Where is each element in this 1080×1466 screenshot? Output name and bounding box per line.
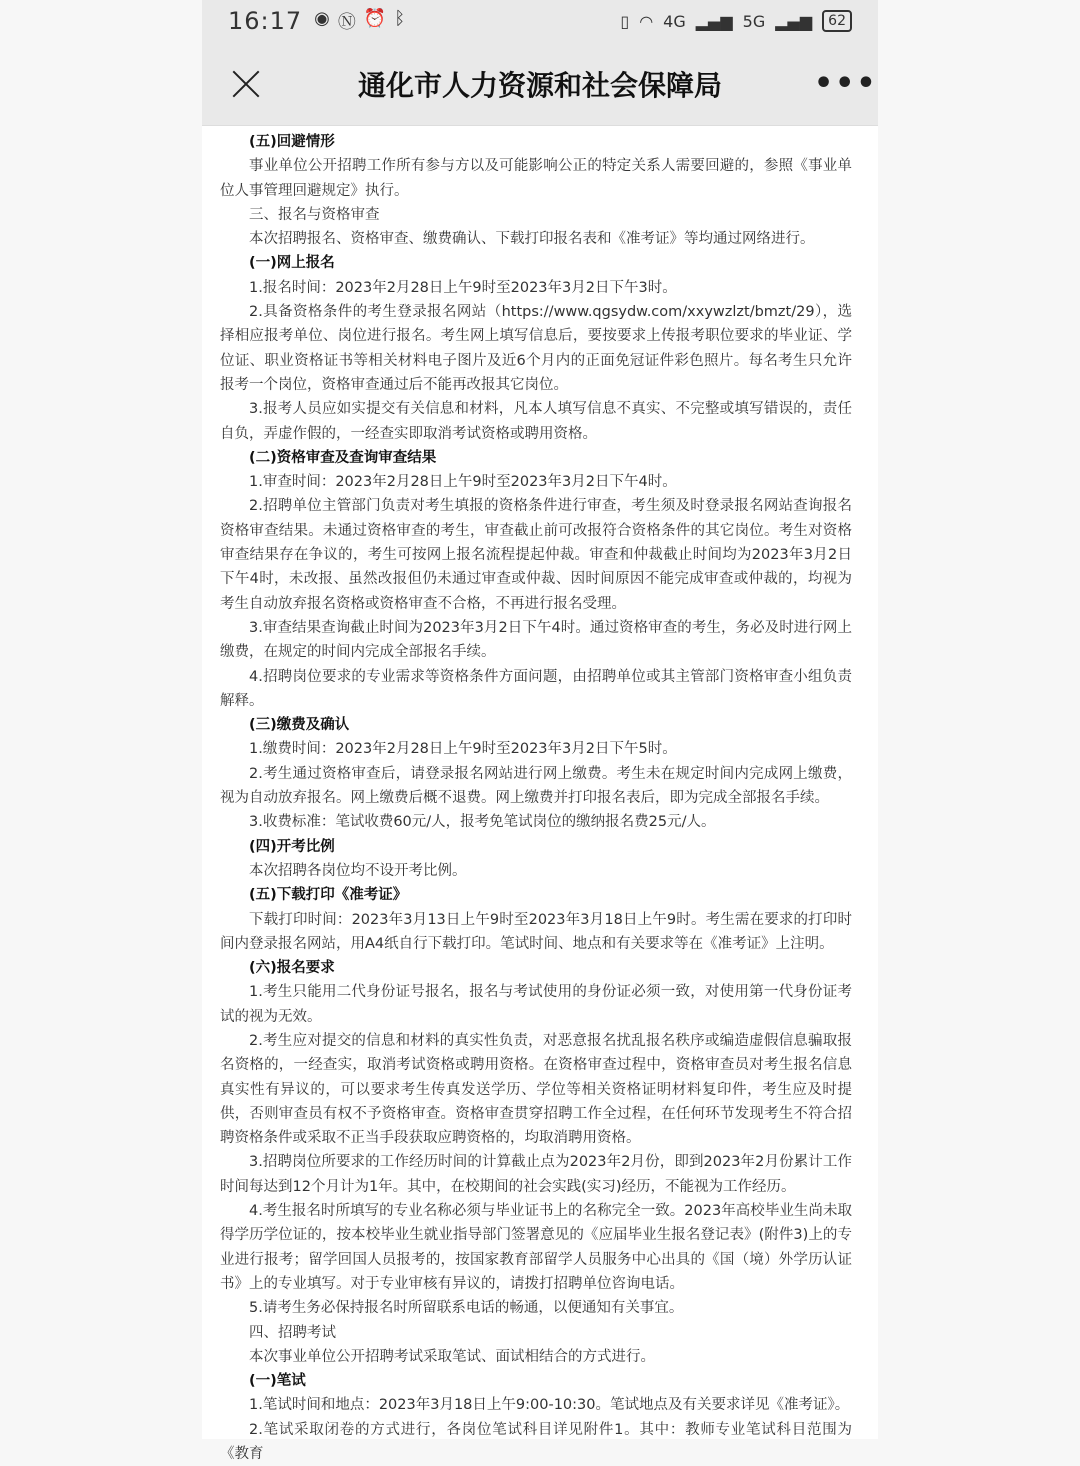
signal-2-label: 5G [742, 11, 766, 31]
paragraph: 1.报名时间：2023年2月28日上午9时至2023年3月2日下午3时。 [249, 279, 677, 296]
paragraph: 1.笔试时间和地点：2023年3月18日上午9:00-10:30。笔试地点及有关要求详见《准考证》。 [249, 1397, 850, 1414]
nfc-icon: Ⓝ [337, 12, 356, 33]
section-heading: (六)报名要求 [249, 960, 335, 977]
paragraph: 4.考生报名时所填写的专业名称必须与毕业证书上的名称完全一致。2023年高校毕业生尚未取得学历学位证的，按本校毕业生就业指导部门签署意见的《应届毕业生报名登记表》(附件3)上的专业进行报考；留学回国人员报考的，按国家教育部留学人员服务中心出具的《国（境）外学历认证书》上的专业填写。对于专业审核有异议的，请拨打招聘单位咨询电话。 [220, 1203, 852, 1292]
paragraph: 本次招聘报名、资格审查、缴费确认、下载打印报名表和《准考证》等均通过网络进行。 [249, 231, 815, 248]
paragraph: 1.审查时间：2023年2月28日上午9时至2023年3月2日下午4时。 [249, 474, 677, 491]
signal-2-icon: ▂▄▆ [775, 11, 813, 31]
paragraph: 下载打印时间：2023年3月13日上午9时至2023年3月18日上午9时。考生需在要求的打印时间内登录报名网站，用A4纸自行下载打印。笔试时间、地点和有关要求等在《准考证》上注明。 [220, 911, 852, 952]
paragraph: 1.缴费时间：2023年2月28日上午9时至2023年3月2日下午5时。 [249, 741, 677, 758]
status-icons-right [620, 10, 852, 32]
article-body [202, 126, 878, 1466]
paragraph: 3.审查结果查询截止时间为2023年3月2日下午4时。通过资格审查的考生，务必及时进行网上缴费，在规定的时间内完成全部报名手续。 [220, 619, 852, 661]
section-heading: (三)缴费及确认 [249, 717, 350, 734]
status-bar [202, 0, 878, 42]
vibrate-icon: ▯ [620, 11, 630, 31]
paragraph: 4.招聘岗位要求的专业需求等资格条件方面问题，由招聘单位或其主管部门资格审查小组负责解释。 [220, 668, 852, 709]
paragraph: 三、报名与资格审查 [249, 206, 380, 223]
paragraph: 3.报考人员应如实提交有关信息和材料，凡本人填写信息不真实、不完整或填写错误的，责任自负，弄虚作假的，一经查实即取消考试资格或聘用资格。 [220, 401, 852, 442]
status-icons-left [314, 8, 405, 34]
paragraph: 3.收费标准：笔试收费60元/人，报考免笔试岗位的缴纳报名费25元/人。 [249, 814, 716, 831]
status-time: 16:17 [228, 7, 303, 35]
bluetooth-icon: ᛒ [394, 8, 406, 29]
section-heading: (二)资格审查及查询审查结果 [249, 449, 437, 466]
section-heading: (四)开考比例 [249, 838, 335, 855]
paragraph: 事业单位公开招聘工作所有参与方以及可能影响公正的特定关系人需要回避的，参照《事业单位人事管理回避规定》执行。 [220, 158, 852, 199]
battery-icon: 62 [822, 10, 852, 32]
page-title: 通化市人力资源和社会保障局 [357, 68, 722, 102]
eye-icon: ◉ [314, 8, 330, 29]
paragraph: 2.招聘单位主管部门负责对考生填报的资格条件进行审查，考生须及时登录报名网站查询报名资格审查结果。未通过资格审查的考生，审查截止前可改报符合资格条件的其它岗位。考生对资格审查结果存在争议的，考生可按网上报名流程提起仲裁。审查和仲裁截止时间均为2023年3月2日下午4时，未改报、虽然改报但仍未通过审查或仲裁、因时间原因不能完成审查或仲裁的，均视为考生自动放弃报名资格或资格审查不合格，不再进行报名受理。 [220, 498, 852, 612]
phone-screen [202, 0, 878, 1463]
section-heading: (一)网上报名 [249, 255, 335, 272]
paragraph: 本次招聘各岗位均不设开考比例。 [249, 862, 467, 879]
paragraph: 本次事业单位公开招聘考试采取笔试、面试相结合的方式进行。 [249, 1348, 655, 1365]
paragraph: 3.招聘岗位所要求的工作经历时间的计算截止点为2023年2月份，即到2023年2月份累计工作时间每达到12个月计为1年。其中，在校期间的社会实践(实习)经历，不能视为工作经历。 [220, 1154, 852, 1195]
close-icon[interactable] [226, 64, 266, 104]
signal-1-label: 4G [663, 11, 686, 31]
paragraph: 2.考生通过资格审查后，请登录报名网站进行网上缴费。考生未在规定时间内完成网上缴费，视为自动放弃报名。网上缴费后概不退费。网上缴费并打印报名表后，即为完成全部报名手续。 [220, 765, 852, 807]
section-heading: (五)回避情形 [249, 134, 335, 150]
section-heading: (五)下载打印《准考证》 [249, 887, 408, 904]
section-heading: (一)笔试 [249, 1373, 306, 1390]
nav-bar [202, 42, 878, 126]
paragraph: 四、招聘考试 [249, 1324, 336, 1341]
more-menu-icon[interactable]: ••• [814, 66, 878, 101]
paragraph: 2.考生应对提交的信息和材料的真实性负责，对恶意报名扰乱报名秩序或编造虚假信息骗取报名资格的，一经查实，取消考试资格或聘用资格。在资格审查过程中，资格审查员对考生报名信息真实性有异议的，可以要求考生传真发送学历、学位等相关资格证明材料复印件，考生应及时提供，否则审查员有权不予资格审查。资格审查贯穿招聘工作全过程，在任何环节发现考生不符合招聘资格条件或采取不正当手段获取应聘资格的，均取消聘用资格。 [220, 1032, 852, 1147]
wifi-icon: ◠ [639, 11, 654, 31]
paragraph: 1.考生只能用二代身份证号报名，报名与考试使用的身份证必须一致，对使用第一代身份证考试的视为无效。 [220, 984, 852, 1025]
signal-1-icon: ▂▄▆ [695, 11, 733, 31]
paragraph: 5.请考生务必保持报名时所留联系电话的畅通，以便通知有关事宜。 [249, 1300, 684, 1317]
paragraph: 2.笔试采取闭卷的方式进行，各岗位笔试科目详见附件1。其中：教师专业笔试科目范围为《教育 [220, 1421, 852, 1463]
paragraph: 2.具备资格条件的考生登录报名网站（https://www.qgsydw.com/xxywzlzt/bmzt/29），选择相应报考单位、岗位进行报名。考生网上填写信息后，要按要求上传报考职位要求的毕业证、学位证、职业资格证书等相关材料电子图片及近6个月内的正面免冠证件彩色照片。每名考生只允许报考一个岗位，资格审查通过后不能再改报其它岗位。 [220, 304, 852, 393]
alarm-icon: ⏰ [363, 8, 387, 29]
